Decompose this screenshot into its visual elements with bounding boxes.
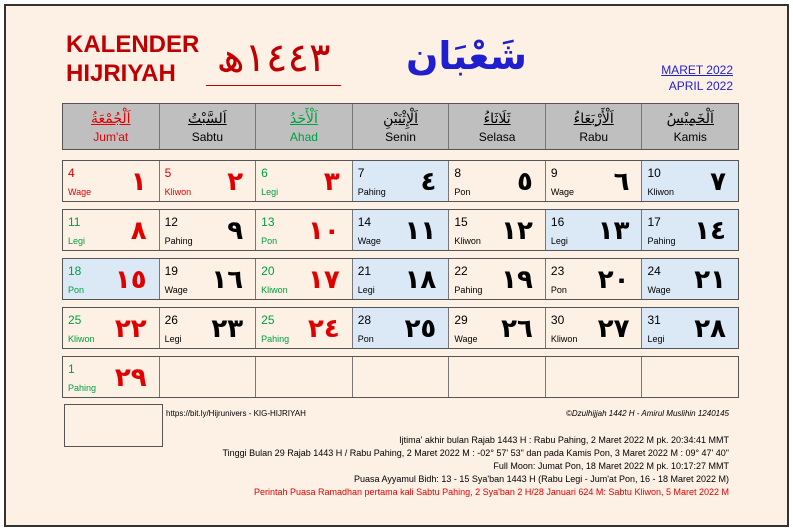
pasaran-label: Legi <box>164 334 182 344</box>
day-cell <box>546 210 643 250</box>
week-row <box>62 356 739 398</box>
pasaran-label: Pon <box>68 285 85 295</box>
weekday-latin: Jum'at <box>93 129 129 144</box>
hijri-date: ٢٣ <box>211 314 244 344</box>
pasaran-label: Kliwon <box>647 187 674 197</box>
day-cell <box>63 357 160 397</box>
calendar-grid <box>62 103 739 398</box>
day-cell <box>546 357 643 397</box>
gregorian-date: 24 <box>647 264 661 278</box>
pasaran-label: Wage <box>454 334 478 344</box>
gregorian-date: 10 <box>647 166 661 180</box>
footer-note: Puasa Ayyamul Bidh: 13 - 15 Sya'ban 1443 H (Rabu Legi - Jum'at Pon, 16 - 18 Maret 2022 M) <box>354 474 729 484</box>
hijri-month-arabic: شَعْبَان <box>406 34 528 78</box>
hijri-date: ١٤ <box>694 216 727 246</box>
hijri-date: ٢ <box>227 167 244 197</box>
hijri-date: ١٦ <box>211 265 244 295</box>
hijri-date: ١ <box>130 167 147 197</box>
hijri-date: ١٧ <box>307 265 340 295</box>
hijri-date: ٢٩ <box>114 363 147 393</box>
gregorian-date: 26 <box>164 313 178 327</box>
pasaran-label: Legi <box>68 236 86 246</box>
week-row <box>62 307 739 349</box>
hijri-date: ٨ <box>130 216 147 246</box>
gregorian-date: 16 <box>550 215 565 229</box>
weekday-header-selasa <box>449 104 546 149</box>
gregorian-date: 15 <box>454 215 468 229</box>
calendar-page <box>4 4 789 527</box>
hijri-date: ٤ <box>420 167 437 197</box>
gregorian-date: 13 <box>261 215 275 229</box>
pasaran-label: Kliwon <box>454 236 481 246</box>
gregorian-date: 14 <box>357 215 372 229</box>
pasaran-label: Pon <box>261 236 278 246</box>
weekday-latin: Rabu <box>579 129 609 144</box>
day-cell <box>546 259 643 299</box>
day-cell <box>160 259 257 299</box>
footer-notes <box>222 434 729 499</box>
note-box <box>64 404 163 447</box>
weekday-latin: Ahad <box>289 129 318 144</box>
weekday-latin: Sabtu <box>191 129 224 144</box>
hijri-date: ٩ <box>227 216 244 246</box>
footer-note: Ijtima' akhir bulan Rajab 1443 H : Rabu Pahing, 2 Maret 2022 M pk. 20:34:41 MMT <box>399 435 729 445</box>
weekday-latin: Selasa <box>478 129 516 144</box>
day-cell <box>63 259 160 299</box>
gregorian-date: 29 <box>454 313 468 327</box>
day-cell <box>353 161 450 201</box>
gregorian-month-1: MARET 2022 <box>661 63 733 77</box>
footer-credit: ©Dzulhijjah 1442 H - Amirul Muslihin 1240145 <box>565 409 729 418</box>
day-cell <box>63 210 160 250</box>
pasaran-label: Pahing <box>68 383 97 393</box>
hijri-year: ١٤٤٣ھ <box>206 34 341 86</box>
weekday-header-rabu <box>546 104 643 149</box>
pasaran-label: Pon <box>357 334 374 344</box>
gregorian-date: 9 <box>550 166 558 180</box>
gregorian-date: 30 <box>550 313 565 327</box>
weekday-arabic: اَلْخَمِيْسُ <box>666 110 714 127</box>
day-cell <box>160 161 257 201</box>
title-line2: HIJRIYAH <box>66 60 176 87</box>
gregorian-months <box>661 62 733 94</box>
pasaran-label: Legi <box>357 285 375 295</box>
day-cell <box>546 308 643 348</box>
week-row <box>62 209 739 251</box>
weekday-latin: Kamis <box>673 129 707 144</box>
title-line1: KALENDER <box>66 31 200 58</box>
pasaran-label: Kliwon <box>164 187 192 197</box>
hijri-date: ٣ <box>323 167 340 197</box>
gregorian-date: 12 <box>164 215 178 229</box>
gregorian-date: 6 <box>261 166 268 180</box>
gregorian-date: 11 <box>68 215 81 229</box>
gregorian-date: 19 <box>164 264 178 278</box>
weekday-header-jumat <box>63 104 160 149</box>
gregorian-date: 23 <box>550 264 565 278</box>
pasaran-label: Pahing <box>164 236 193 246</box>
pasaran-label: Legi <box>647 334 665 344</box>
gregorian-date: 25 <box>68 313 82 327</box>
gregorian-date: 28 <box>357 313 372 327</box>
weeks-container <box>62 160 739 398</box>
day-cell <box>449 308 546 348</box>
day-cell <box>449 161 546 201</box>
gregorian-date: 22 <box>454 264 468 278</box>
weekday-header-row <box>62 103 739 150</box>
hijri-date: ٧ <box>710 167 727 197</box>
gregorian-date: 25 <box>261 313 275 327</box>
hijri-date: ١٠ <box>307 216 340 246</box>
pasaran-label: Pahing <box>357 187 386 197</box>
gregorian-month-2: APRIL 2022 <box>668 79 733 93</box>
week-row <box>62 160 739 202</box>
day-cell <box>353 259 450 299</box>
hijri-date: ٢٥ <box>404 314 437 344</box>
pasaran-label: Pon <box>454 187 471 197</box>
calendar-title <box>66 30 199 88</box>
weekday-arabic: اَلسَّبْتُ <box>188 110 227 127</box>
pasaran-label: Legi <box>550 236 568 246</box>
hijri-date: ١١ <box>404 216 437 246</box>
gregorian-date: 18 <box>68 264 82 278</box>
gregorian-date: 7 <box>357 166 365 180</box>
day-cell <box>63 161 160 201</box>
hijri-date: ٢٢ <box>114 314 147 344</box>
pasaran-label: Pahing <box>454 285 483 295</box>
weekday-arabic: اَلْجُمْعَةُ <box>91 110 131 127</box>
weekday-header-kamis <box>642 104 738 149</box>
hijri-date: ٦ <box>613 167 630 197</box>
week-row <box>62 258 739 300</box>
gregorian-date: 8 <box>454 166 461 180</box>
day-cell <box>256 210 353 250</box>
weekday-arabic: اَلْإِثْنَيْنِ <box>383 110 418 127</box>
pasaran-label: Pon <box>550 285 567 295</box>
day-cell <box>642 210 738 250</box>
day-cell <box>160 210 257 250</box>
day-cell <box>642 161 738 201</box>
pasaran-label: Kliwon <box>550 334 578 344</box>
hijri-date: ٢٧ <box>597 314 630 344</box>
day-cell <box>449 210 546 250</box>
hijri-date: ١٩ <box>501 265 533 295</box>
hijri-date: ٢٨ <box>694 314 727 344</box>
footer-note: Full Moon: Jumat Pon, 18 Maret 2022 M pk. 10:17:27 MMT <box>493 461 729 471</box>
weekday-header-senin <box>353 104 450 149</box>
gregorian-date: 17 <box>647 215 661 229</box>
pasaran-label: Wage <box>647 285 671 295</box>
hijri-date: ٢٤ <box>307 314 340 344</box>
day-cell <box>256 308 353 348</box>
pasaran-label: Wage <box>550 187 575 197</box>
hijri-date: ١٥ <box>114 265 147 295</box>
hijri-date: ١٢ <box>501 216 533 246</box>
gregorian-date: 5 <box>164 166 172 180</box>
day-cell <box>160 308 257 348</box>
day-cell <box>160 357 257 397</box>
hijri-date: ٢٠ <box>597 265 630 295</box>
pasaran-label: Pahing <box>647 236 676 246</box>
weekday-header-sabtu <box>160 104 257 149</box>
pasaran-label: Kliwon <box>261 285 288 295</box>
weekday-arabic: اَلْأَحَدُ <box>290 110 318 127</box>
hijri-date: ٥ <box>517 167 533 197</box>
footer-note: Perintah Puasa Ramadhan pertama kali Sabtu Pahing, 2 Sya'ban 2 H/28 Januari 624 M: Sabtu Kliwon, 5 Maret 2022 M <box>253 487 729 497</box>
pasaran-label: Kliwon <box>68 334 95 344</box>
day-cell <box>353 357 450 397</box>
day-cell <box>256 161 353 201</box>
weekday-latin: Senin <box>385 129 416 144</box>
weekday-arabic: ثَلَاثَاءُ <box>483 110 511 127</box>
day-cell <box>546 161 643 201</box>
pasaran-label: Legi <box>261 187 279 197</box>
day-cell <box>256 259 353 299</box>
pasaran-label: Wage <box>164 285 188 295</box>
day-cell <box>353 308 450 348</box>
gregorian-date: 20 <box>261 264 275 278</box>
day-cell <box>642 357 738 397</box>
day-cell <box>353 210 450 250</box>
weekday-header-ahad <box>256 104 353 149</box>
day-cell <box>642 308 738 348</box>
footer-note: Tinggi Bulan 29 Rajab 1443 H / Rabu Pahing, 2 Maret 2022 M : -02° 57' 53" dan pada Kamis Pon, 3 Maret 2022 M : 09° 47' 40" <box>222 448 729 458</box>
day-cell <box>449 357 546 397</box>
day-cell <box>642 259 738 299</box>
weekday-arabic: اَلْأَرْبَعَاءُ <box>573 110 614 127</box>
gregorian-date: 31 <box>647 313 661 327</box>
footer-link: https://bit.ly/Hijrunivers - KIG-HIJRIYAH <box>166 409 306 418</box>
hijri-date: ١٨ <box>404 265 437 295</box>
pasaran-label: Pahing <box>261 334 290 344</box>
hijri-date: ٢٦ <box>501 314 533 344</box>
gregorian-date: 1 <box>68 362 75 376</box>
pasaran-label: Wage <box>68 187 92 197</box>
day-cell <box>256 357 353 397</box>
hijri-date: ٢١ <box>694 265 727 295</box>
day-cell <box>449 259 546 299</box>
gregorian-date: 4 <box>68 166 75 180</box>
gregorian-date: 21 <box>357 264 372 278</box>
pasaran-label: Wage <box>357 236 381 246</box>
day-cell <box>63 308 160 348</box>
hijri-date: ١٣ <box>597 216 630 246</box>
